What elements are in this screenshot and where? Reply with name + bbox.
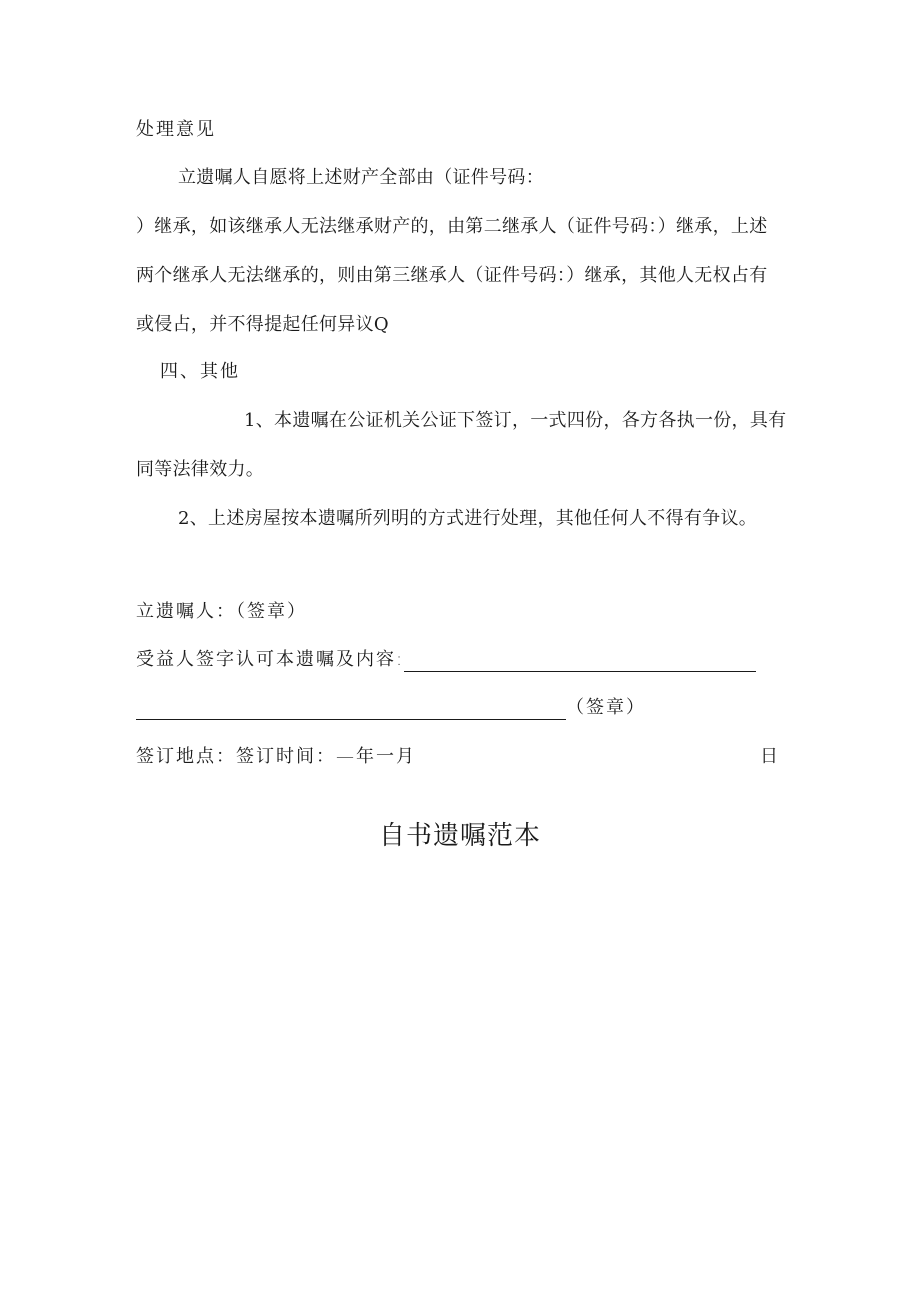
seal-label: （签章）: [566, 697, 646, 718]
clause-1-line-2: 同等法律效力。: [136, 459, 265, 480]
seal-signature-line: [136, 699, 566, 720]
place-time: 签订地点：签订时间：—年一月: [136, 746, 416, 767]
bequest-line-3: 两个继承人无法继承的，则由第三继承人（证件号码：）继承，其他人无权占有: [136, 265, 768, 286]
section-heading-handling: 处理意见: [136, 119, 216, 140]
bequest-line-1: 立遗嘱人自愿将上述财产全部由（证件号码：: [178, 167, 544, 188]
section-heading-other: 四、其他: [160, 361, 240, 382]
seal-row: [136, 696, 646, 720]
day-label: 日: [760, 746, 780, 767]
testator-signature: 立遗嘱人：（签章）: [136, 601, 307, 622]
beneficiary-label: 受益人签字认可本遗嘱及内容:: [136, 649, 405, 670]
beneficiary-row: [136, 648, 756, 672]
beneficiary-signature-line: [404, 651, 756, 672]
bequest-line-2: ）继承，如该继承人无法继承财产的，由第二继承人（证件号码：）继承，上述: [136, 216, 768, 237]
clause-1-line-1: 1、本遗嘱在公证机关公证下签订，一式四份，各方各执一份，具有: [244, 410, 787, 431]
bequest-line-4: 或侵占，并不得提起任何异议Q: [136, 314, 389, 335]
clause-2: 2、上述房屋按本遗嘱所列明的方式进行处理，其他任何人不得有争议。: [178, 508, 758, 529]
document-title: 自书遗嘱范本: [378, 821, 541, 851]
